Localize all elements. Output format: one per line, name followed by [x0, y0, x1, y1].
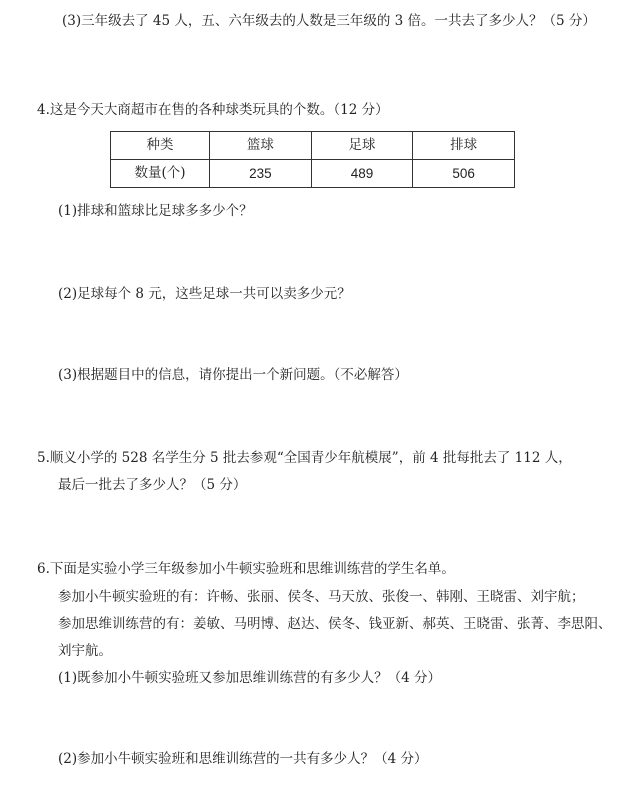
question-6-2: (2)参加小牛顿实验班和思维训练营的一共有多少人？（4 分）: [58, 751, 428, 767]
table-header-cell: 篮球: [210, 132, 312, 160]
table-row-label: 数量(个): [111, 160, 210, 188]
table-cell: 506: [413, 160, 515, 188]
question-4-1: (1)排球和篮球比足球多多少个？: [58, 203, 253, 219]
table-header-cell: 种类: [111, 132, 210, 160]
table-header-cell: 足球: [311, 132, 413, 160]
question-5-line2: 最后一批去了多少人？（5 分）: [58, 477, 247, 493]
question-4-2: (2)足球每个 8 元，这些足球一共可以卖多少元？: [58, 286, 351, 302]
question-6-title: 6.下面是实验小学三年级参加小牛顿实验班和思维训练营的学生名单。: [37, 561, 455, 577]
question-6-list-thinking-2: 刘宇航。: [58, 643, 112, 659]
table-row: [111, 160, 515, 188]
question-6-list-newton: 参加小牛顿实验班的有：许畅、张丽、侯冬、马天放、张俊一、韩刚、王晓雷、刘宇航；: [58, 589, 585, 605]
ball-count-table: [110, 131, 515, 188]
question-3-3: (3)三年级去了 45 人，五、六年级去的人数是三年级的 3 倍。一共去了多少人？（5 分）: [62, 13, 596, 29]
question-6-1: (1)既参加小牛顿实验班又参加思维训练营的有多少人？（4 分）: [58, 670, 442, 686]
table-cell: 235: [210, 160, 312, 188]
question-4-title: 4.这是今天大商超市在售的各种球类玩具的个数。（12 分）: [37, 102, 389, 118]
table-header-cell: 排球: [413, 132, 515, 160]
question-5-line1: 5.顺义小学的 528 名学生分 5 批去参观“全国青少年航模展”，前 4 批每批去了 112 人，: [37, 450, 572, 466]
question-4-3: (3)根据题目中的信息，请你提出一个新问题。（不必解答）: [58, 367, 408, 383]
question-6-list-thinking-1: 参加思维训练营的有：姜敏、马明博、赵达、侯冬、钱亚新、郝英、王晓雷、张菁、李思阳、: [58, 616, 612, 632]
table-cell: 489: [311, 160, 413, 188]
table-header-row: [111, 132, 515, 160]
